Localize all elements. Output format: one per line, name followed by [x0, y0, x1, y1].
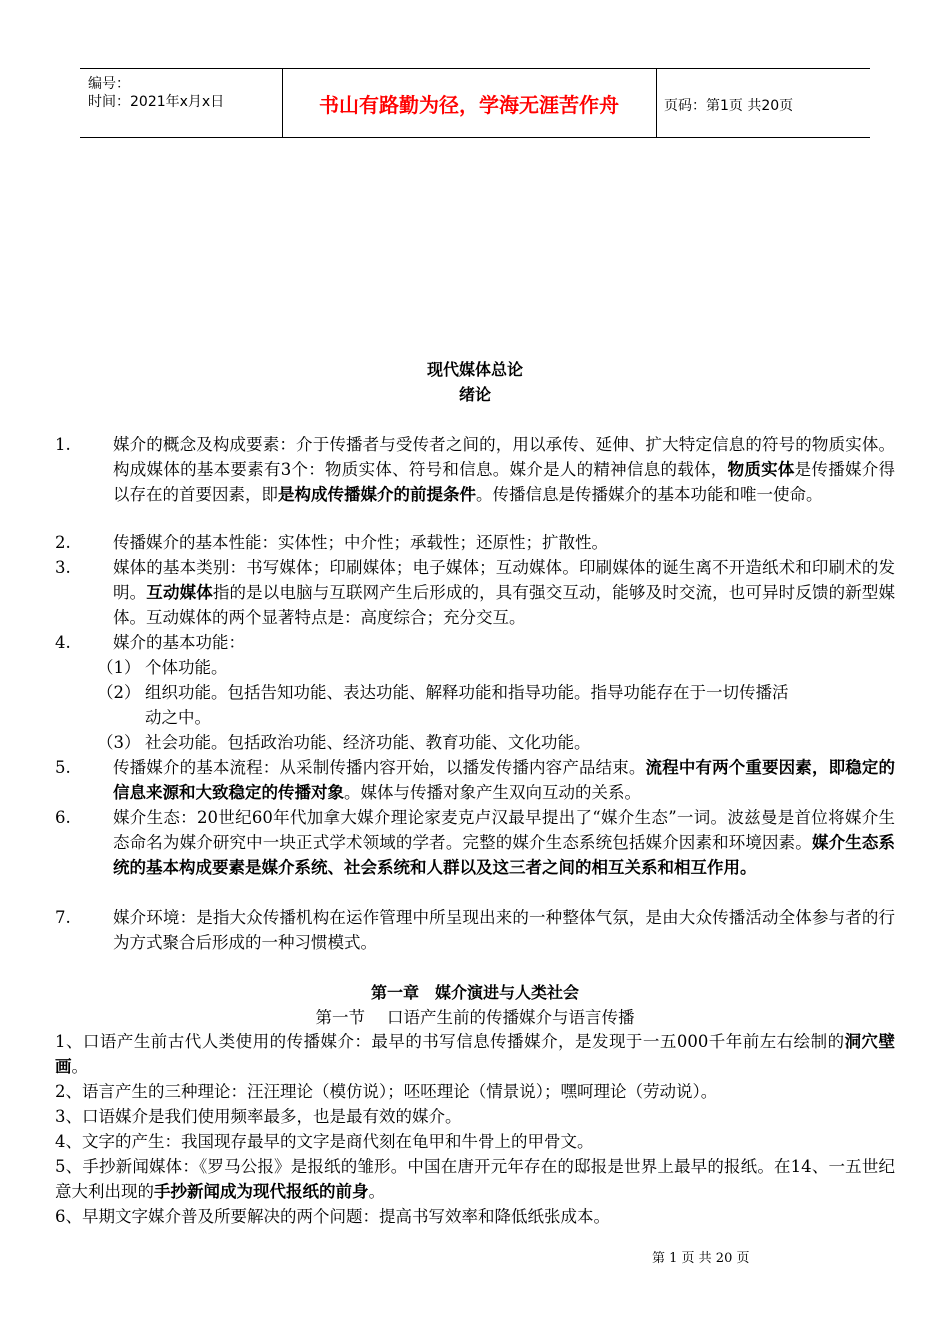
intro-item-5: 传播媒介的基本流程：从采制传播内容开始，以播发传播内容产品结束。流程中有两个重要因素，即稳定的信息来源和大致稳定的传播对象。媒体与传播对象产生双向互动的关系。: [113, 758, 896, 802]
header-meta: [80, 69, 283, 137]
section-title: 第一节 口语产生前的传播媒介与语言传播: [315, 1008, 635, 1027]
intro-item-2: 传播媒介的基本性能：实体性；中介性；承载性；还原性；扩散性。: [113, 533, 608, 552]
intro-item-4: 媒介的基本功能：: [113, 633, 245, 652]
document-subtitle: 绪论: [458, 385, 491, 404]
item-number: 6.: [55, 808, 71, 827]
function-item-3: （3） 社会功能。包括政治功能、经济功能、教育功能、文化功能。: [97, 733, 591, 752]
item-number: 3.: [55, 558, 71, 577]
intro-item-6: 媒介生态：20世纪60年代加拿大媒介理论家麦克卢汉最早提出了“媒介生态”一词。波兹曼是首位将媒介生态命名为媒介研究中一块正式学术领域的学者。完整的媒介生态系统包括媒介因素和环境因素。媒介生态系统的基本构成要素是媒介系统、社会系统和人群以及这三者之间的相互关系和相互作用。: [113, 808, 896, 877]
document-title: 现代媒体总论: [426, 360, 523, 379]
header-number: 编号：: [88, 76, 130, 92]
header-page-info: 页码：第1页 共20页: [664, 98, 794, 114]
chapter-item-3: 3、口语媒介是我们使用频率最多，也是最有效的媒介。: [55, 1107, 462, 1126]
header-time: 时间：2021年x月x日: [88, 94, 225, 110]
chapter-item-5: 5、手抄新闻媒体：《罗马公报》是报纸的雏形。中国在唐开元年存在的邸报是世界上最早的报纸。在14、一五世纪意大利出现的手抄新闻成为现代报纸的前身。: [55, 1157, 895, 1201]
function-item-2: （2） 组织功能。包括告知功能、表达功能、解释功能和指导功能。指导功能存在于一切传播活: [97, 683, 789, 702]
page-header: [80, 68, 870, 138]
chapter-title: 第一章 媒介演进与人类社会: [370, 983, 579, 1002]
item-number: 1.: [55, 435, 71, 454]
intro-item-7: 媒介环境：是指大众传播机构在运作管理中所呈现出来的一种整体气氛，是由大众传播活动全体参与者的行为方式聚合后形成的一种习惯模式。: [113, 908, 895, 952]
intro-item-1: 媒介的概念及构成要素：介于传播者与受传者之间的，用以承传、延伸、扩大特定信息的符号的物质实体。构成媒体的基本要素有3个：物质实体、符号和信息。媒介是人的精神信息的载体，物质实体是传播媒介得以存在的首要因素，即是构成传播媒介的前提条件。传播信息是传播媒介的基本功能和唯一使命。: [113, 435, 896, 504]
intro-item-3: 媒体的基本类别：书写媒体；印刷媒体；电子媒体；互动媒体。印刷媒体的诞生离不开造纸术和印刷术的发明。互动媒体指的是以电脑与互联网产生后形成的，具有强交互动，能够及时交流，也可异时反馈的新型媒体。互动媒体的两个显著特点是：高度综合；充分交互。: [113, 558, 896, 627]
chapter-item-4: 4、文字的产生：我国现存最早的文字是商代刻在龟甲和牛骨上的甲骨文。: [55, 1132, 594, 1151]
item-number: 5.: [55, 758, 71, 777]
chapter-item-2: 2、语言产生的三种理论：汪汪理论（模仿说）；呸呸理论（情景说）；嘿呵理论（劳动说）。: [55, 1082, 718, 1101]
item-number: 4.: [55, 633, 71, 652]
chapter-item-6: 6、早期文字媒介普及所要解决的两个问题：提高书写效率和降低纸张成本。: [55, 1207, 610, 1226]
page-footer: 第 1 页 共 20 页: [652, 1251, 750, 1266]
item-number: 7.: [55, 908, 71, 927]
header-motto: 书山有路勤为径，学海无涯苦作舟: [282, 69, 657, 137]
function-item-2-cont: 动之中。: [145, 708, 211, 727]
chapter-item-1: 1、口语产生前古代人类使用的传播媒介：最早的书写信息传播媒介，是发现于一五000千年前左右绘制的洞穴壁画。: [55, 1032, 895, 1076]
item-number: 2.: [55, 533, 71, 552]
function-item-1: （1） 个体功能。: [97, 658, 228, 677]
